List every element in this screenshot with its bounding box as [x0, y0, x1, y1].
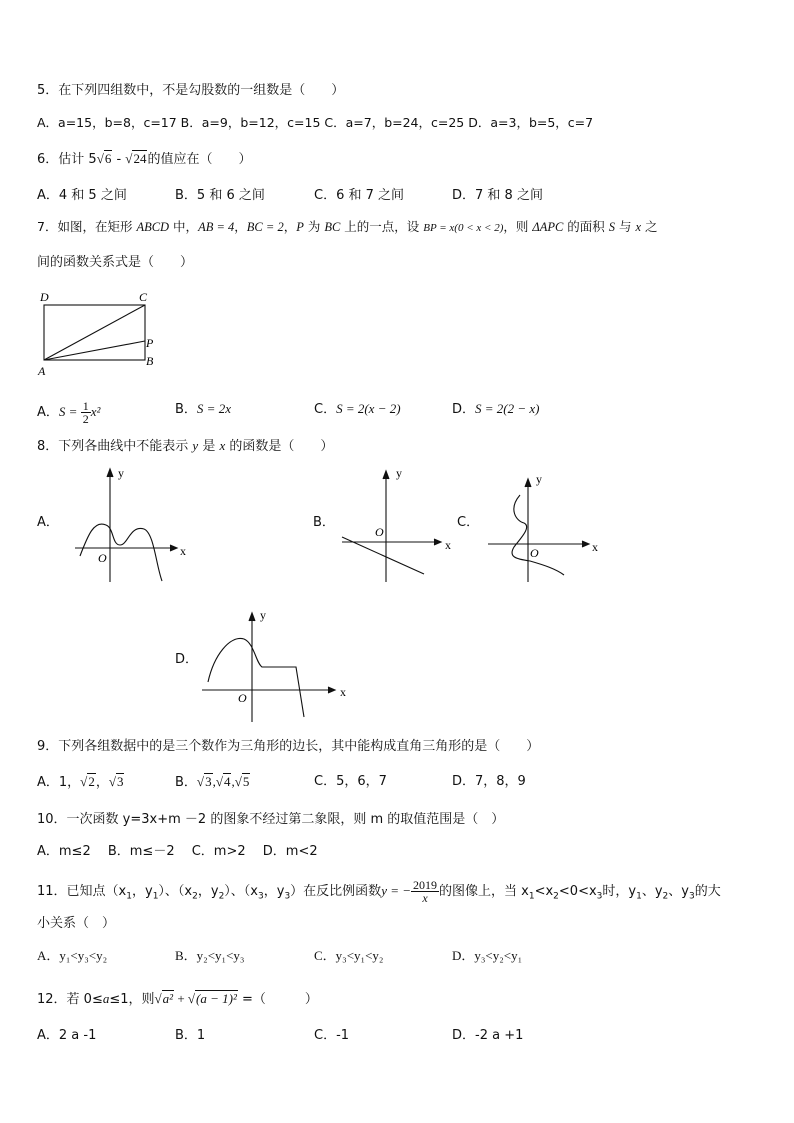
q9-option-a-sep: ，: [95, 775, 109, 790]
q7-option-a-label: A．: [37, 405, 59, 420]
origin-label: O: [375, 525, 384, 539]
sqrt-a-squared-radicand: a²: [162, 991, 174, 1006]
axis-y-label: y: [260, 608, 266, 622]
q7-text-2: 中，: [169, 219, 199, 234]
q11-text-f: ，y: [263, 884, 285, 899]
q7-abcd: ABCD: [136, 220, 170, 234]
sub-3: 3: [688, 891, 695, 902]
q7-option-a-lhs: S =: [58, 404, 81, 419]
q8-text-2: 是: [198, 439, 220, 454]
sub-3: 3: [596, 891, 603, 902]
q12-option-b: B．1: [175, 1028, 206, 1043]
q7-apc: ΔAPC: [532, 220, 564, 234]
q7-text-6: 的面积: [563, 219, 609, 234]
sqrt-5: √5: [234, 774, 250, 789]
q7-bp: BP = x(0 < x < 2): [423, 222, 504, 234]
sub-1: 1: [528, 891, 535, 902]
label-c: C: [139, 290, 148, 304]
q5-stem: 5．在下列四组数中，不是勾股数的一组数是（ ）: [37, 83, 345, 98]
sqrt-24-radicand: 24: [133, 151, 147, 166]
fraction-one-half: [81, 400, 91, 425]
q11-text-g: ）在反比例函数: [290, 884, 382, 899]
axis-x-label: x: [340, 685, 346, 699]
q6-option-a: A．4 和 5 之间: [37, 188, 127, 203]
q7-stem-line-2: 间的函数关系式是（ ）: [37, 255, 194, 270]
sqrt-6-radicand: 6: [104, 151, 112, 166]
q7-s: S: [608, 220, 616, 234]
q8-y: y: [192, 438, 199, 453]
q7-text-5: ，则: [503, 219, 533, 234]
sqrt-4-radicand: 4: [223, 774, 231, 789]
q8-text-3: 的函数是（ ）: [225, 439, 334, 454]
q7-text-1: 7．如图，在矩形: [37, 219, 137, 234]
q6-option-c: C．6 和 7 之间: [314, 188, 405, 203]
q8-option-d-label: D．: [175, 652, 199, 667]
q6-option-b: B．5 和 6 之间: [175, 188, 265, 203]
q7-text-7: 与: [615, 219, 636, 234]
q8-graph-d: [200, 605, 360, 725]
origin-label: O: [238, 691, 247, 705]
axis-y-label: y: [396, 466, 402, 480]
origin-label: O: [530, 546, 539, 560]
q10-stem: 10．一次函数 y=3x+m －2 的图象不经过第二象限，则 m 的取值范围是（ ）: [37, 812, 505, 827]
q8-x: x: [219, 438, 226, 453]
sqrt-2-radicand: 2: [88, 774, 95, 789]
q9-option-c: C．5，6，7: [314, 774, 387, 789]
q9-option-b-label: B．: [175, 775, 197, 790]
fraction-numerator: 2019: [413, 878, 438, 892]
q11-option-a: A．y₁<y₃<y₂: [37, 948, 108, 963]
q10-options: A．m≤2 B．m≤－2 C．m>2 D．m<2: [37, 844, 318, 859]
q7-option-d-expr: S = 2(2 − x): [475, 401, 540, 416]
q9-option-b: B．√3,√4,√5: [175, 774, 250, 790]
q11-stem-line-2: 小关系（ ）: [37, 916, 116, 931]
q7-option-d: [452, 400, 540, 419]
q11-text-a: 11．已知点（x: [37, 884, 127, 899]
sub-1: 1: [126, 891, 132, 902]
fraction-numerator: 1: [82, 399, 89, 413]
q7-bc-2: BC: [324, 220, 341, 234]
axis-x-label: x: [592, 540, 598, 554]
curve-a: [80, 524, 162, 581]
sub-3: 3: [258, 891, 264, 902]
origin-label: O: [98, 551, 107, 565]
q11-text-m: 、y: [668, 884, 689, 899]
q12-option-d: D．-2 a +1: [452, 1028, 524, 1043]
q7-stem: [37, 218, 658, 237]
q12-stem: [37, 990, 318, 1009]
q7-option-c-expr: S = 2(x − 2): [336, 401, 401, 416]
sqrt-3: √3: [108, 774, 124, 789]
sqrt-a-minus-1-squared: √(a − 1)²: [187, 991, 237, 1006]
q11-text-h: 的图像上，当 x: [439, 884, 529, 899]
sqrt-5-radicand: 5: [242, 774, 250, 789]
q6-option-d: D．7 和 8 之间: [452, 188, 543, 203]
axis-x-label: x: [180, 544, 186, 558]
sub-2: 2: [662, 891, 669, 902]
q7-option-c: [314, 400, 401, 419]
q11-text-i: <x: [534, 884, 554, 899]
q11-option-c: C．y₃<y₁<y₂: [314, 948, 384, 963]
q7-option-b-expr: S = 2x: [196, 401, 231, 416]
q9-option-a: [37, 773, 124, 792]
q11-text-e: ）、（x: [224, 884, 258, 899]
sqrt-24: √24: [125, 151, 147, 166]
sqrt-2: √2: [80, 774, 95, 789]
sub-1: 1: [152, 891, 159, 902]
q8-option-a-label: A．: [37, 515, 59, 530]
q9-stem: 9．下列各组数据中的是三个数作为三角形的边长，其中能构成直角三角形的是（ ）: [37, 739, 540, 754]
q9-option-a-text: A．1，: [37, 775, 81, 790]
q8-text-1: 8．下列各曲线中不能表示: [37, 439, 193, 454]
q12-text-a: 12．若 0≤: [37, 992, 103, 1007]
q12-text-c: =（ ）: [237, 992, 318, 1007]
sqrt-a-minus-1-squared-radicand: (a − 1)²: [196, 991, 237, 1006]
fraction-denominator: x: [422, 891, 428, 905]
segment-ap: [44, 341, 145, 360]
q7-option-d-label: D．: [452, 402, 476, 417]
q6-minus: -: [112, 152, 126, 167]
sqrt-3-b: √3: [196, 774, 212, 789]
q7-option-a: [37, 400, 100, 425]
q7-option-c-label: C．: [314, 402, 337, 417]
q8-graph-c: [486, 465, 606, 585]
sub-2: 2: [192, 891, 198, 902]
sqrt-4: √4: [215, 774, 231, 789]
q7-ab: AB = 4: [198, 220, 235, 234]
q12-option-a: A．2 a -1: [37, 1028, 97, 1043]
sub-2: 2: [218, 891, 225, 902]
q11-text-l: 、y: [641, 884, 663, 899]
label-p: P: [146, 336, 154, 350]
q7-p: P: [296, 220, 304, 234]
q7-option-b: [175, 400, 231, 419]
q7-text-3: 为: [303, 219, 325, 234]
q7-rectangle-figure: [36, 289, 176, 379]
sqrt-6: √6: [96, 151, 112, 166]
axis-y-label: y: [118, 466, 124, 480]
q6-stem-text-2: 的值应在（ ）: [147, 152, 252, 167]
sub-1: 1: [636, 891, 642, 902]
q11-text-j: <0<x: [558, 884, 597, 899]
q11-text-k: 时，y: [602, 884, 637, 899]
q11-text-n: 的大: [694, 884, 721, 899]
fraction-2019-over-x: [411, 879, 439, 904]
q7-option-b-label: B．: [175, 402, 197, 417]
q11-function-lhs: y = −: [381, 883, 412, 898]
q12-text-b: ≤1，则: [109, 992, 155, 1007]
q11-text-c: ）、（x: [158, 884, 193, 899]
q8-option-b-label: B．: [313, 515, 335, 530]
curve-c: [512, 495, 564, 575]
q12-plus: +: [174, 991, 188, 1006]
sqrt-3-radicand: 3: [116, 774, 124, 789]
label-d: D: [40, 290, 49, 304]
q6-stem-text-1: 6．估计 5: [37, 152, 97, 167]
q7-comma-2: ，: [283, 219, 297, 234]
q5-options: A．a=15，b=8，c=17 B．a=9，b=12，c=15 C．a=7，b=24，c=25 D．a=3，b=5，c=7: [37, 115, 594, 130]
q7-text-4: 上的一点，设: [340, 219, 424, 234]
q12-option-c: C．-1: [314, 1028, 350, 1043]
q7-x: x: [635, 220, 642, 234]
label-b: B: [146, 354, 154, 368]
q11-text-b: ，y: [131, 884, 153, 899]
axis-x-label: x: [445, 538, 451, 552]
sub-2: 2: [553, 891, 559, 902]
q11-option-b: B．y₂<y₁<y₃: [175, 948, 245, 963]
segment-ac: [44, 305, 145, 360]
axis-y-label: y: [536, 472, 542, 486]
q6-stem: [37, 150, 251, 169]
q7-option-a-rhs: x²: [90, 404, 101, 419]
sqrt-3-b-radicand: 3: [205, 774, 212, 789]
sqrt-a-squared: √a²: [154, 991, 174, 1006]
q8-stem: [37, 437, 333, 456]
q8-option-c-label: C．: [457, 515, 480, 530]
q7-bc: BC = 2: [246, 220, 284, 234]
label-a: A: [38, 364, 46, 378]
curve-d: [208, 638, 304, 717]
q11-option-d: D．y₃<y₂<y₁: [452, 948, 523, 963]
fraction-denominator: 2: [82, 412, 89, 426]
sub-3: 3: [284, 891, 291, 902]
q7-text-8: 之: [641, 219, 658, 234]
q7-comma-1: ，: [234, 219, 247, 234]
q8-graph-b: [338, 465, 468, 585]
q8-graph-a: [70, 465, 190, 585]
q12-a: a: [102, 991, 110, 1006]
q11-stem: [37, 879, 721, 906]
q11-text-d: ，y: [197, 884, 219, 899]
q9-option-d: D．7，8，9: [452, 774, 526, 789]
